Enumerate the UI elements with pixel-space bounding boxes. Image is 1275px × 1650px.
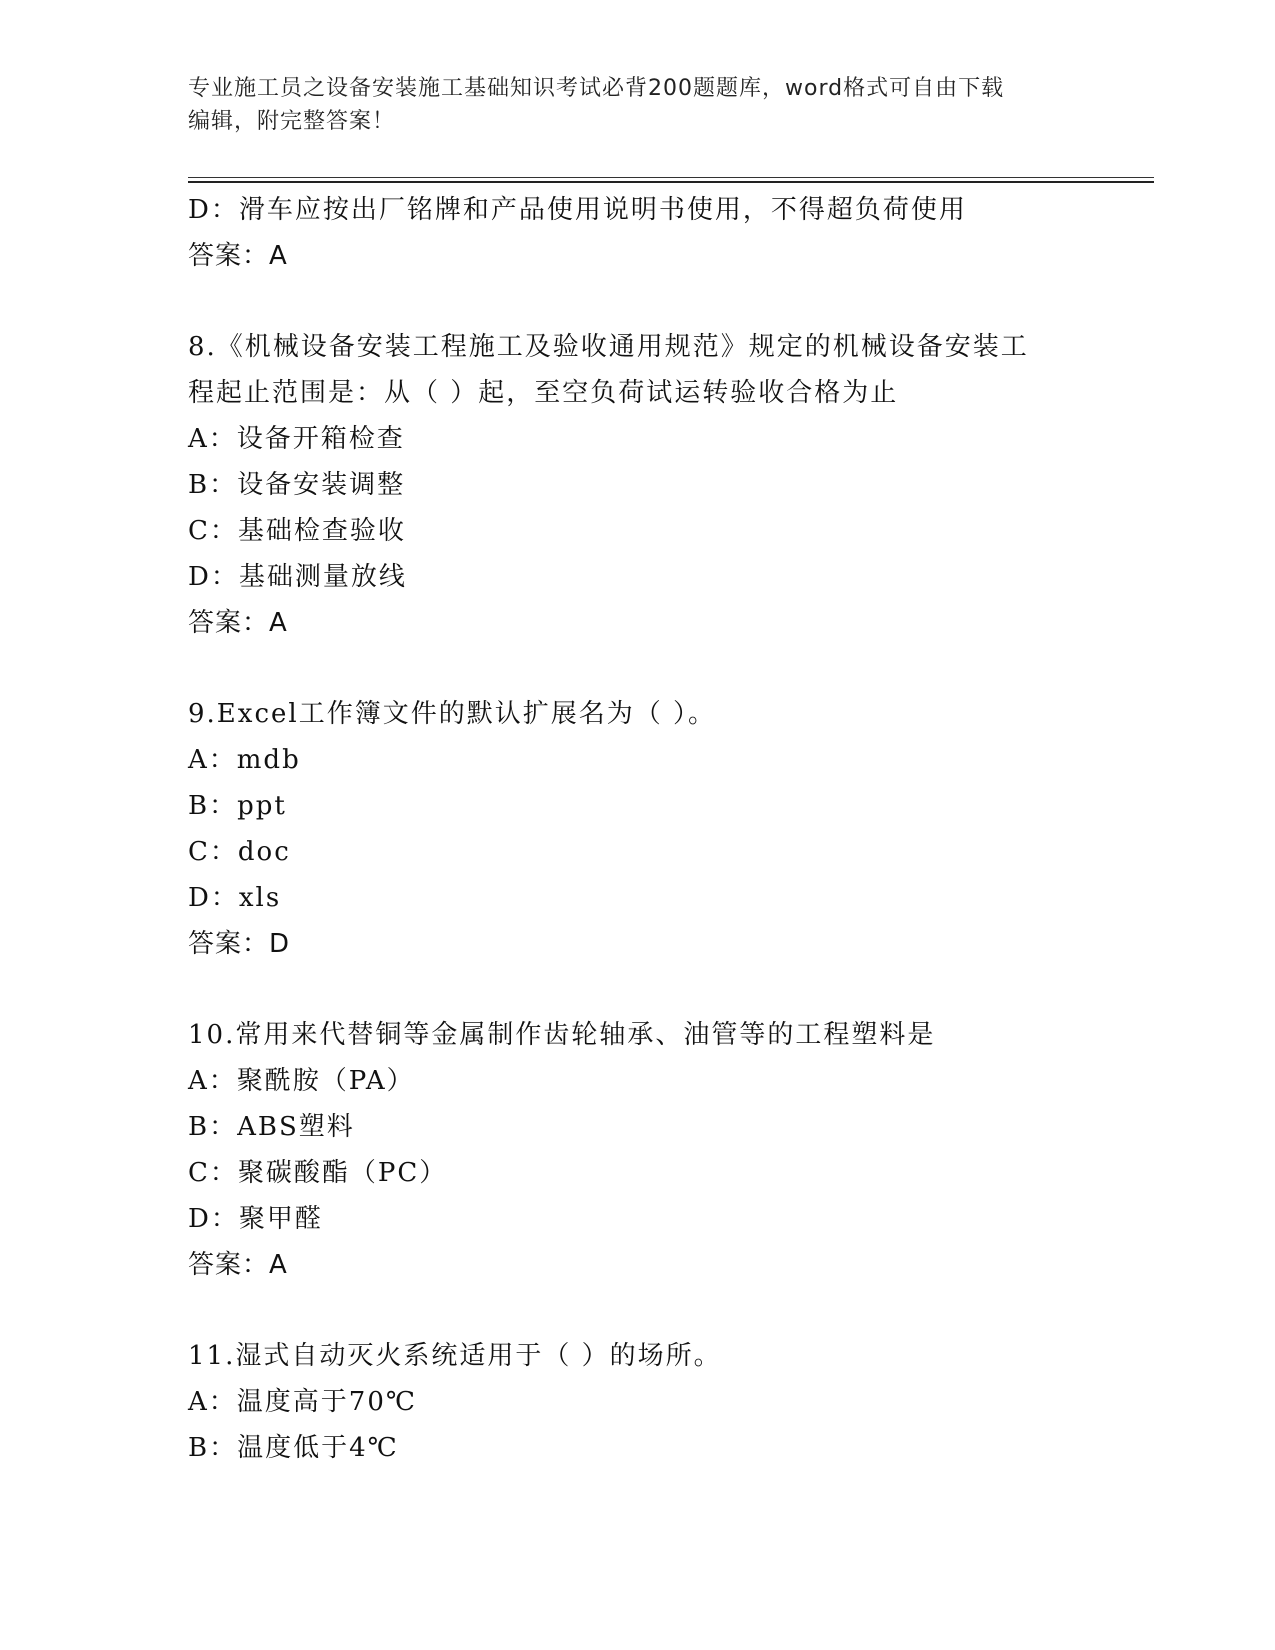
question-stem: 11.湿式自动灭火系统适用于（ ）的场所。 bbox=[188, 1341, 722, 1371]
option-b: B：温度低于4℃ bbox=[188, 1433, 399, 1463]
header-line-1: 专业施工员之设备安装施工基础知识考试必背200题题库，word格式可自由下载 bbox=[188, 76, 1005, 101]
question-list bbox=[188, 187, 1088, 1471]
document-header bbox=[188, 72, 1068, 138]
option-a: A：聚酰胺（PA） bbox=[188, 1066, 415, 1096]
header-line-2: 编辑，附完整答案！ bbox=[188, 109, 396, 134]
question-11 bbox=[188, 1333, 1088, 1471]
option-a: A：温度高于70℃ bbox=[188, 1387, 417, 1417]
option-d: D：聚甲醛 bbox=[188, 1204, 323, 1234]
option-b: B：ABS塑料 bbox=[188, 1112, 355, 1142]
question-stem: 8.《机械设备安装工程施工及验收通用规范》规定的机械设备安装工 bbox=[188, 332, 1029, 362]
question-stem: 9.Excel工作簿文件的默认扩展名为（ ）。 bbox=[188, 699, 716, 729]
option-c: C：doc bbox=[188, 837, 291, 867]
answer: 答案：A bbox=[188, 1250, 288, 1280]
header-divider-thick bbox=[188, 181, 1154, 183]
header-divider-thin bbox=[188, 177, 1154, 178]
question-stem: 10.常用来代替铜等金属制作齿轮轴承、油管等的工程塑料是 bbox=[188, 1020, 936, 1050]
option-c: C：聚碳酸酯（PC） bbox=[188, 1158, 448, 1188]
option-a: A：mdb bbox=[188, 745, 301, 775]
question-stem: 程起止范围是：从（ ）起，至空负荷试运转验收合格为止 bbox=[188, 378, 899, 408]
question-8 bbox=[188, 324, 1088, 646]
option-a: A：设备开箱检查 bbox=[188, 424, 405, 454]
option-d: D：基础测量放线 bbox=[188, 562, 407, 592]
option-c: C：基础检查验收 bbox=[188, 516, 406, 546]
question-10 bbox=[188, 1012, 1088, 1288]
option-d: D：滑车应按出厂铭牌和产品使用说明书使用，不得超负荷使用 bbox=[188, 195, 967, 225]
option-b: B：ppt bbox=[188, 791, 287, 821]
answer: 答案：A bbox=[188, 608, 288, 638]
question-9 bbox=[188, 691, 1088, 967]
answer: 答案：A bbox=[188, 241, 288, 271]
option-b: B：设备安装调整 bbox=[188, 470, 406, 500]
answer: 答案：D bbox=[188, 929, 291, 959]
option-d: D：xls bbox=[188, 883, 282, 913]
